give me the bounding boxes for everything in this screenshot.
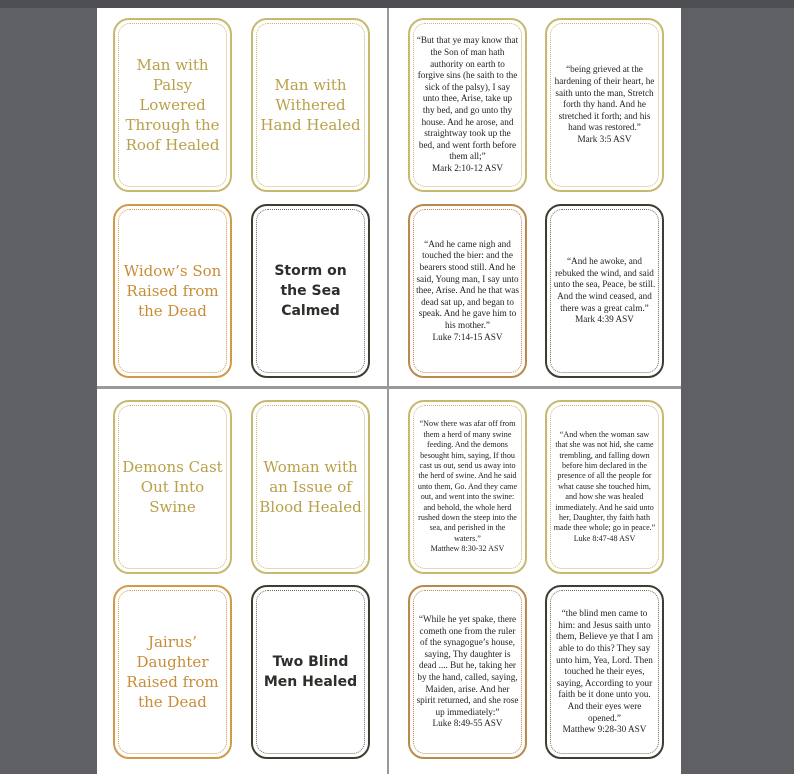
verse-reference: Luke 8:49-55 ASV bbox=[432, 718, 503, 729]
verse-text-block bbox=[547, 608, 662, 736]
verse-text: “And when the woman saw that she was not hid, she came trembling, and falling down before him declared in the presence of all the people for what cause she touched him, and how she was healed immediately. And he said unto her, Daughter, thy faith hath made thee whole; go in peace.” bbox=[553, 429, 656, 533]
verse-card-matthew-9 bbox=[545, 585, 664, 759]
verse-text-block bbox=[547, 430, 662, 544]
verse-reference: Luke 7:14-15 ASV bbox=[432, 331, 503, 342]
title-card-withered-hand bbox=[251, 18, 370, 192]
verse-text: “While he yet spake, there cometh one from the ruler of the synagogue’s house, saying, Thy daughter is dead .... But he, taking her by the hand, called, saying, Maiden, arise. And her spirit returned, and she rose up immediately:” bbox=[416, 614, 519, 717]
card-title: Jairus’ Daughter Raised from the Dead bbox=[126, 633, 219, 711]
verse-text: “being grieved at the hardening of their heart, he saith unto the man, Stretch forth thy hand. And he stretched it forth; and his hand was restored.” bbox=[554, 64, 655, 133]
title-card-storm bbox=[251, 204, 370, 378]
verse-text: “the blind men came to him: and Jesus saith unto them, Believe ye that I am able to do this? They say unto him, Yea, Lord. Then touched he their eyes, saying, According to your faith be it done unto you. And their eyes were opened.” bbox=[556, 608, 653, 723]
verse-card-luke-8-47 bbox=[545, 400, 664, 574]
title-card-issue-of-blood bbox=[251, 400, 370, 574]
verse-card-mark-3 bbox=[545, 18, 664, 192]
viewer-top-bar bbox=[0, 0, 794, 8]
card-title: Demons Cast Out Into Swine bbox=[122, 458, 223, 516]
verse-card-matthew-8 bbox=[408, 400, 527, 574]
verse-card-luke-8-49 bbox=[408, 585, 527, 759]
title-card-widows-son bbox=[113, 204, 232, 378]
verse-reference: Luke 8:47-48 ASV bbox=[573, 533, 636, 543]
page-divider-horizontal bbox=[97, 386, 681, 389]
verse-text: “But that ye may know that the Son of man hath authority on earth to forgive sins (he saith to the sick of the palsy), I say unto thee, Arise, take up thy bed, and go unto thy house. And he arose, and straightway took up the bed, and went forth before them all;” bbox=[416, 35, 519, 162]
verse-reference: Mark 3:5 ASV bbox=[577, 133, 632, 144]
verse-card-luke-7 bbox=[408, 204, 527, 378]
card-title: Two Blind Men Healed bbox=[263, 654, 358, 690]
verse-text-block bbox=[410, 239, 525, 343]
title-card-two-blind-men bbox=[251, 585, 370, 759]
verse-text: “And he awoke, and rebuked the wind, and said unto the sea, Peace, be still. And the wind ceased, and there was a great calm.” bbox=[553, 256, 656, 313]
title-card-demons-swine bbox=[113, 400, 232, 574]
verse-text-block bbox=[410, 35, 525, 174]
verse-card-mark-2 bbox=[408, 18, 527, 192]
verse-reference: Matthew 9:28-30 ASV bbox=[562, 724, 647, 735]
card-title: Man with Withered Hand Healed bbox=[260, 76, 361, 134]
verse-text: “And he came nigh and touched the bier: and the bearers stood still. And he said, Young man, I say unto thee, Arise. And he that was dead sat up, and began to speak. And he gave him to his mother.” bbox=[416, 238, 519, 330]
verse-card-mark-4 bbox=[545, 204, 664, 378]
verse-reference: Mark 4:39 ASV bbox=[575, 314, 634, 325]
page-divider-vertical bbox=[387, 8, 389, 774]
card-title: Widow’s Son Raised from the Dead bbox=[123, 262, 222, 320]
verse-text-block bbox=[410, 419, 525, 554]
card-title: Storm on the Sea Calmed bbox=[274, 263, 347, 319]
verse-reference: Mark 2:10-12 ASV bbox=[432, 162, 503, 173]
card-title: Man with Palsy Lowered Through the Roof Healed bbox=[125, 56, 220, 154]
verse-text-block bbox=[547, 256, 662, 326]
verse-text-block bbox=[547, 64, 662, 145]
title-card-jairus-daughter bbox=[113, 585, 232, 759]
title-card-palsy bbox=[113, 18, 232, 192]
card-title: Woman with an Issue of Blood Healed bbox=[259, 458, 362, 516]
verse-reference: Matthew 8:30-32 ASV bbox=[430, 544, 505, 554]
verse-text: “Now there was afar off from them a herd of many swine feeding. And the demons besought him, saying, If thou cast us out, send us away into the herd of swine. And he said unto them, Go. And they came out, and went into the swine: and behold, the whole herd rushed down the steep into the sea, and perished in the waters.” bbox=[417, 419, 518, 543]
verse-text-block bbox=[410, 614, 525, 730]
